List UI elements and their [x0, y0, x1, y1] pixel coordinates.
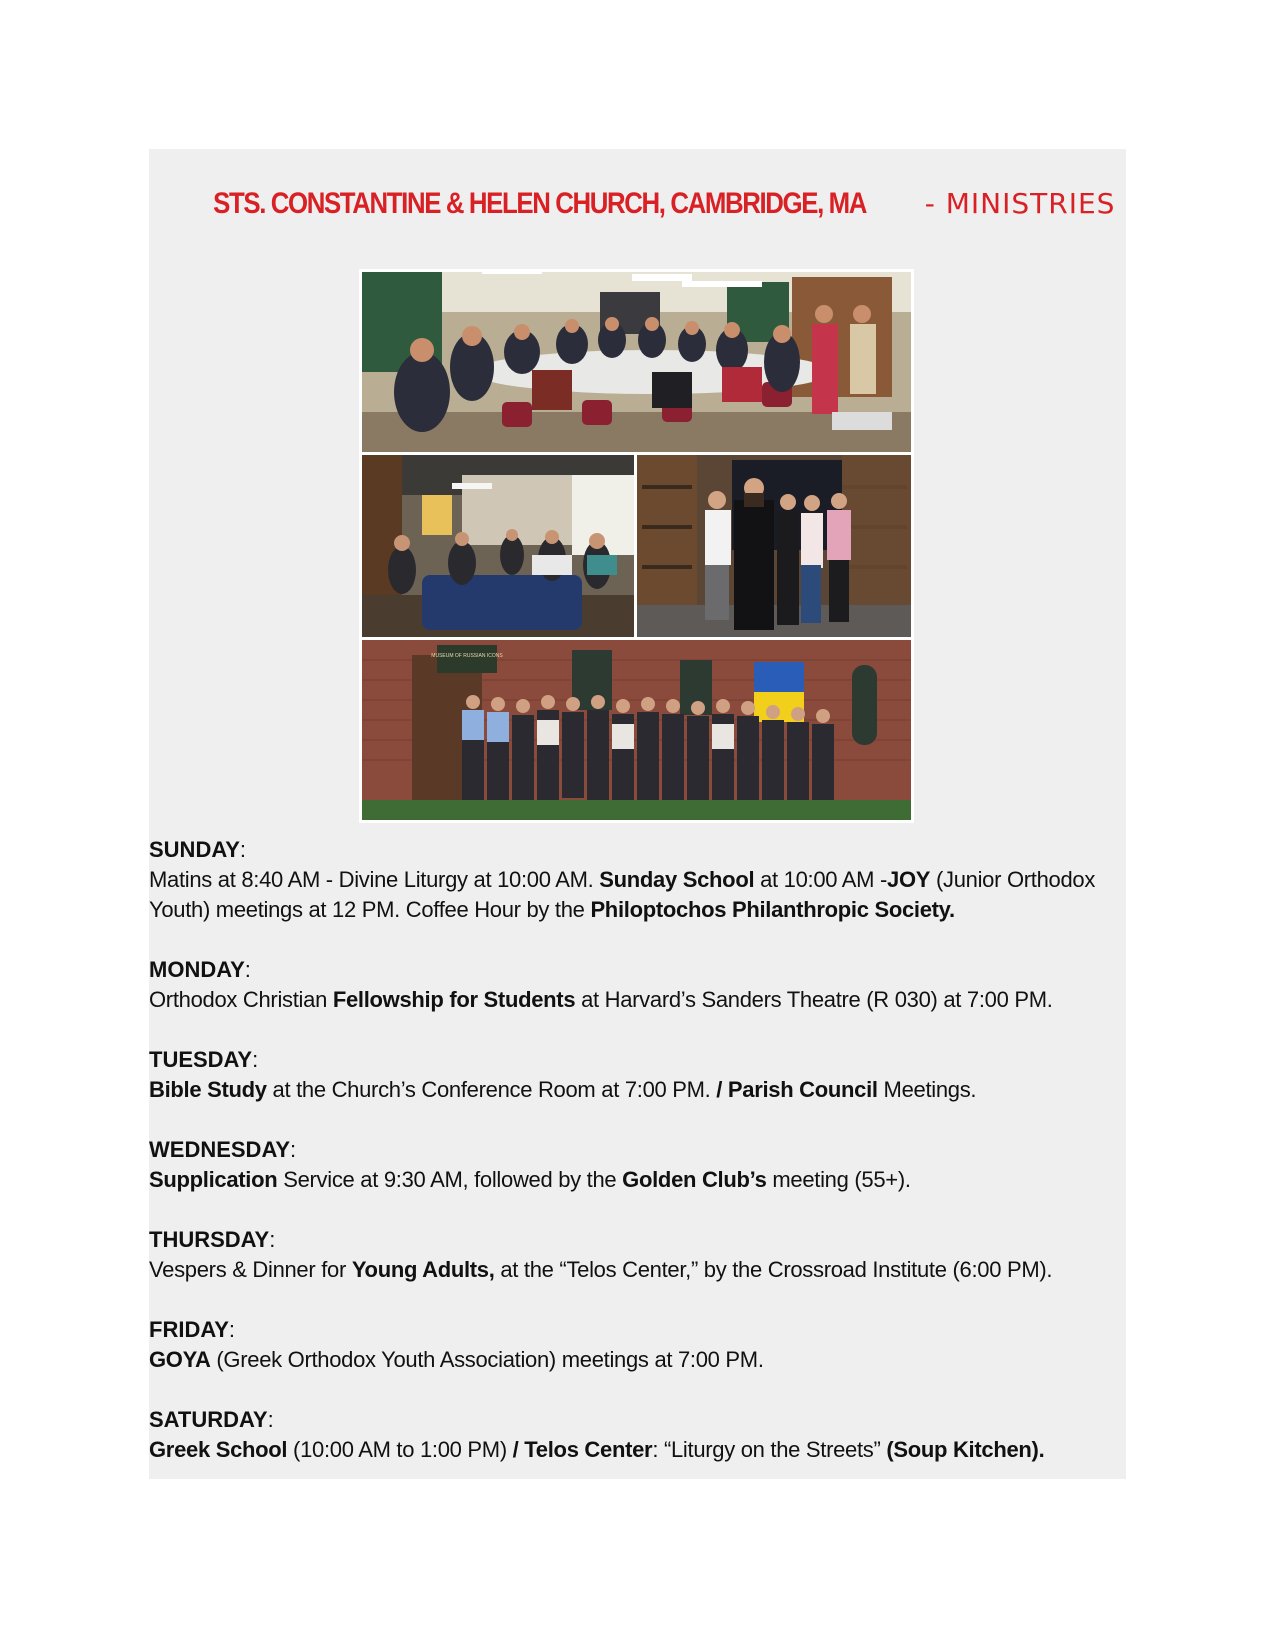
day-heading: THURSDAY: — [149, 1227, 276, 1252]
description-text: at Harvard’s Sanders Theatre (R 030) at 7:00 PM. — [575, 987, 1053, 1012]
description-text: Matins at 8:40 AM - Divine Liturgy at 10:00 AM. — [149, 867, 600, 892]
description-text: (10:00 AM to 1:00 PM) — [287, 1437, 513, 1462]
page-title — [149, 187, 1126, 221]
day-heading: SATURDAY: — [149, 1407, 274, 1432]
description-text: meeting (55+). — [766, 1167, 911, 1192]
day-heading: MONDAY: — [149, 957, 251, 982]
photo-collage — [359, 269, 914, 823]
day-description — [149, 1435, 1126, 1465]
highlighted-ministry: Greek School — [149, 1437, 288, 1462]
museum-sign — [437, 645, 497, 673]
schedule-day-saturday — [149, 1405, 1126, 1465]
description-text: Service at 9:30 AM, followed by the — [277, 1167, 623, 1192]
highlighted-ministry: (Soup Kitchen). — [886, 1437, 1045, 1462]
schedule-day-sunday — [149, 835, 1126, 925]
museum-group-photo — [362, 640, 911, 820]
day-name: TUESDAY — [149, 1047, 253, 1072]
day-description — [149, 1345, 1126, 1375]
schedule-day-thursday — [149, 1225, 1126, 1285]
conference-room-photo — [362, 272, 911, 452]
highlighted-ministry: Sunday School — [599, 867, 755, 892]
highlighted-ministry: GOYA — [149, 1347, 211, 1372]
page-title-ministries: - MINISTRIES — [924, 187, 1116, 220]
page-title-church: STS. CONSTANTINE & HELEN CHURCH, CAMBRIDGE, MA — [212, 187, 866, 220]
day-heading: FRIDAY: — [149, 1317, 235, 1342]
library-group-photo — [637, 455, 911, 637]
fellowship-hall-photo — [362, 455, 634, 637]
description-text: (Junior Orthodox Youth) meetings at 12 PM. Coffee Hour by the — [149, 867, 1096, 922]
day-description — [149, 985, 1126, 1015]
weekly-schedule — [149, 835, 1126, 1495]
description-text: Meetings. — [877, 1077, 977, 1102]
day-name: WEDNESDAY — [149, 1137, 290, 1162]
highlighted-ministry: Supplication — [149, 1167, 278, 1192]
day-name: SUNDAY — [149, 837, 240, 862]
description-text: at the “Telos Center,” by the Crossroad Institute (6:00 PM). — [494, 1257, 1053, 1282]
day-heading: WEDNESDAY: — [149, 1137, 297, 1162]
highlighted-ministry: Bible Study — [149, 1077, 267, 1102]
day-heading: TUESDAY: — [149, 1047, 259, 1072]
day-name: THURSDAY — [149, 1227, 270, 1252]
day-description — [149, 865, 1126, 925]
description-text: at the Church’s Conference Room at 7:00 PM. — [266, 1077, 717, 1102]
description-text: at 10:00 AM - — [754, 867, 888, 892]
schedule-day-friday — [149, 1315, 1126, 1375]
day-name: MONDAY — [149, 957, 245, 982]
day-description — [149, 1075, 1126, 1105]
schedule-day-monday — [149, 955, 1126, 1015]
schedule-day-tuesday — [149, 1045, 1126, 1105]
highlighted-ministry: Young Adults, — [351, 1257, 495, 1282]
description-text: Orthodox Christian — [149, 987, 333, 1012]
museum-sign-text: MUSEUM OF RUSSIAN ICONS — [431, 653, 503, 659]
highlighted-ministry: / Telos Center — [512, 1437, 653, 1462]
day-name: SATURDAY — [149, 1407, 268, 1432]
highlighted-ministry: JOY — [887, 867, 931, 892]
description-text: (Greek Orthodox Youth Association) meetings at 7:00 PM. — [210, 1347, 764, 1372]
day-heading: SUNDAY: — [149, 837, 247, 862]
highlighted-ministry: / Parish Council — [716, 1077, 878, 1102]
highlighted-ministry: Fellowship for Students — [332, 987, 576, 1012]
day-description — [149, 1165, 1126, 1195]
schedule-day-wednesday — [149, 1135, 1126, 1195]
highlighted-ministry: Golden Club’s — [622, 1167, 767, 1192]
day-name: FRIDAY — [149, 1317, 229, 1342]
content-panel — [149, 149, 1126, 1479]
description-text: : “Liturgy on the Streets” — [652, 1437, 887, 1462]
description-text: Vespers & Dinner for — [149, 1257, 352, 1282]
day-description — [149, 1255, 1126, 1285]
highlighted-ministry: Philoptochos Philanthropic Society. — [590, 897, 955, 922]
